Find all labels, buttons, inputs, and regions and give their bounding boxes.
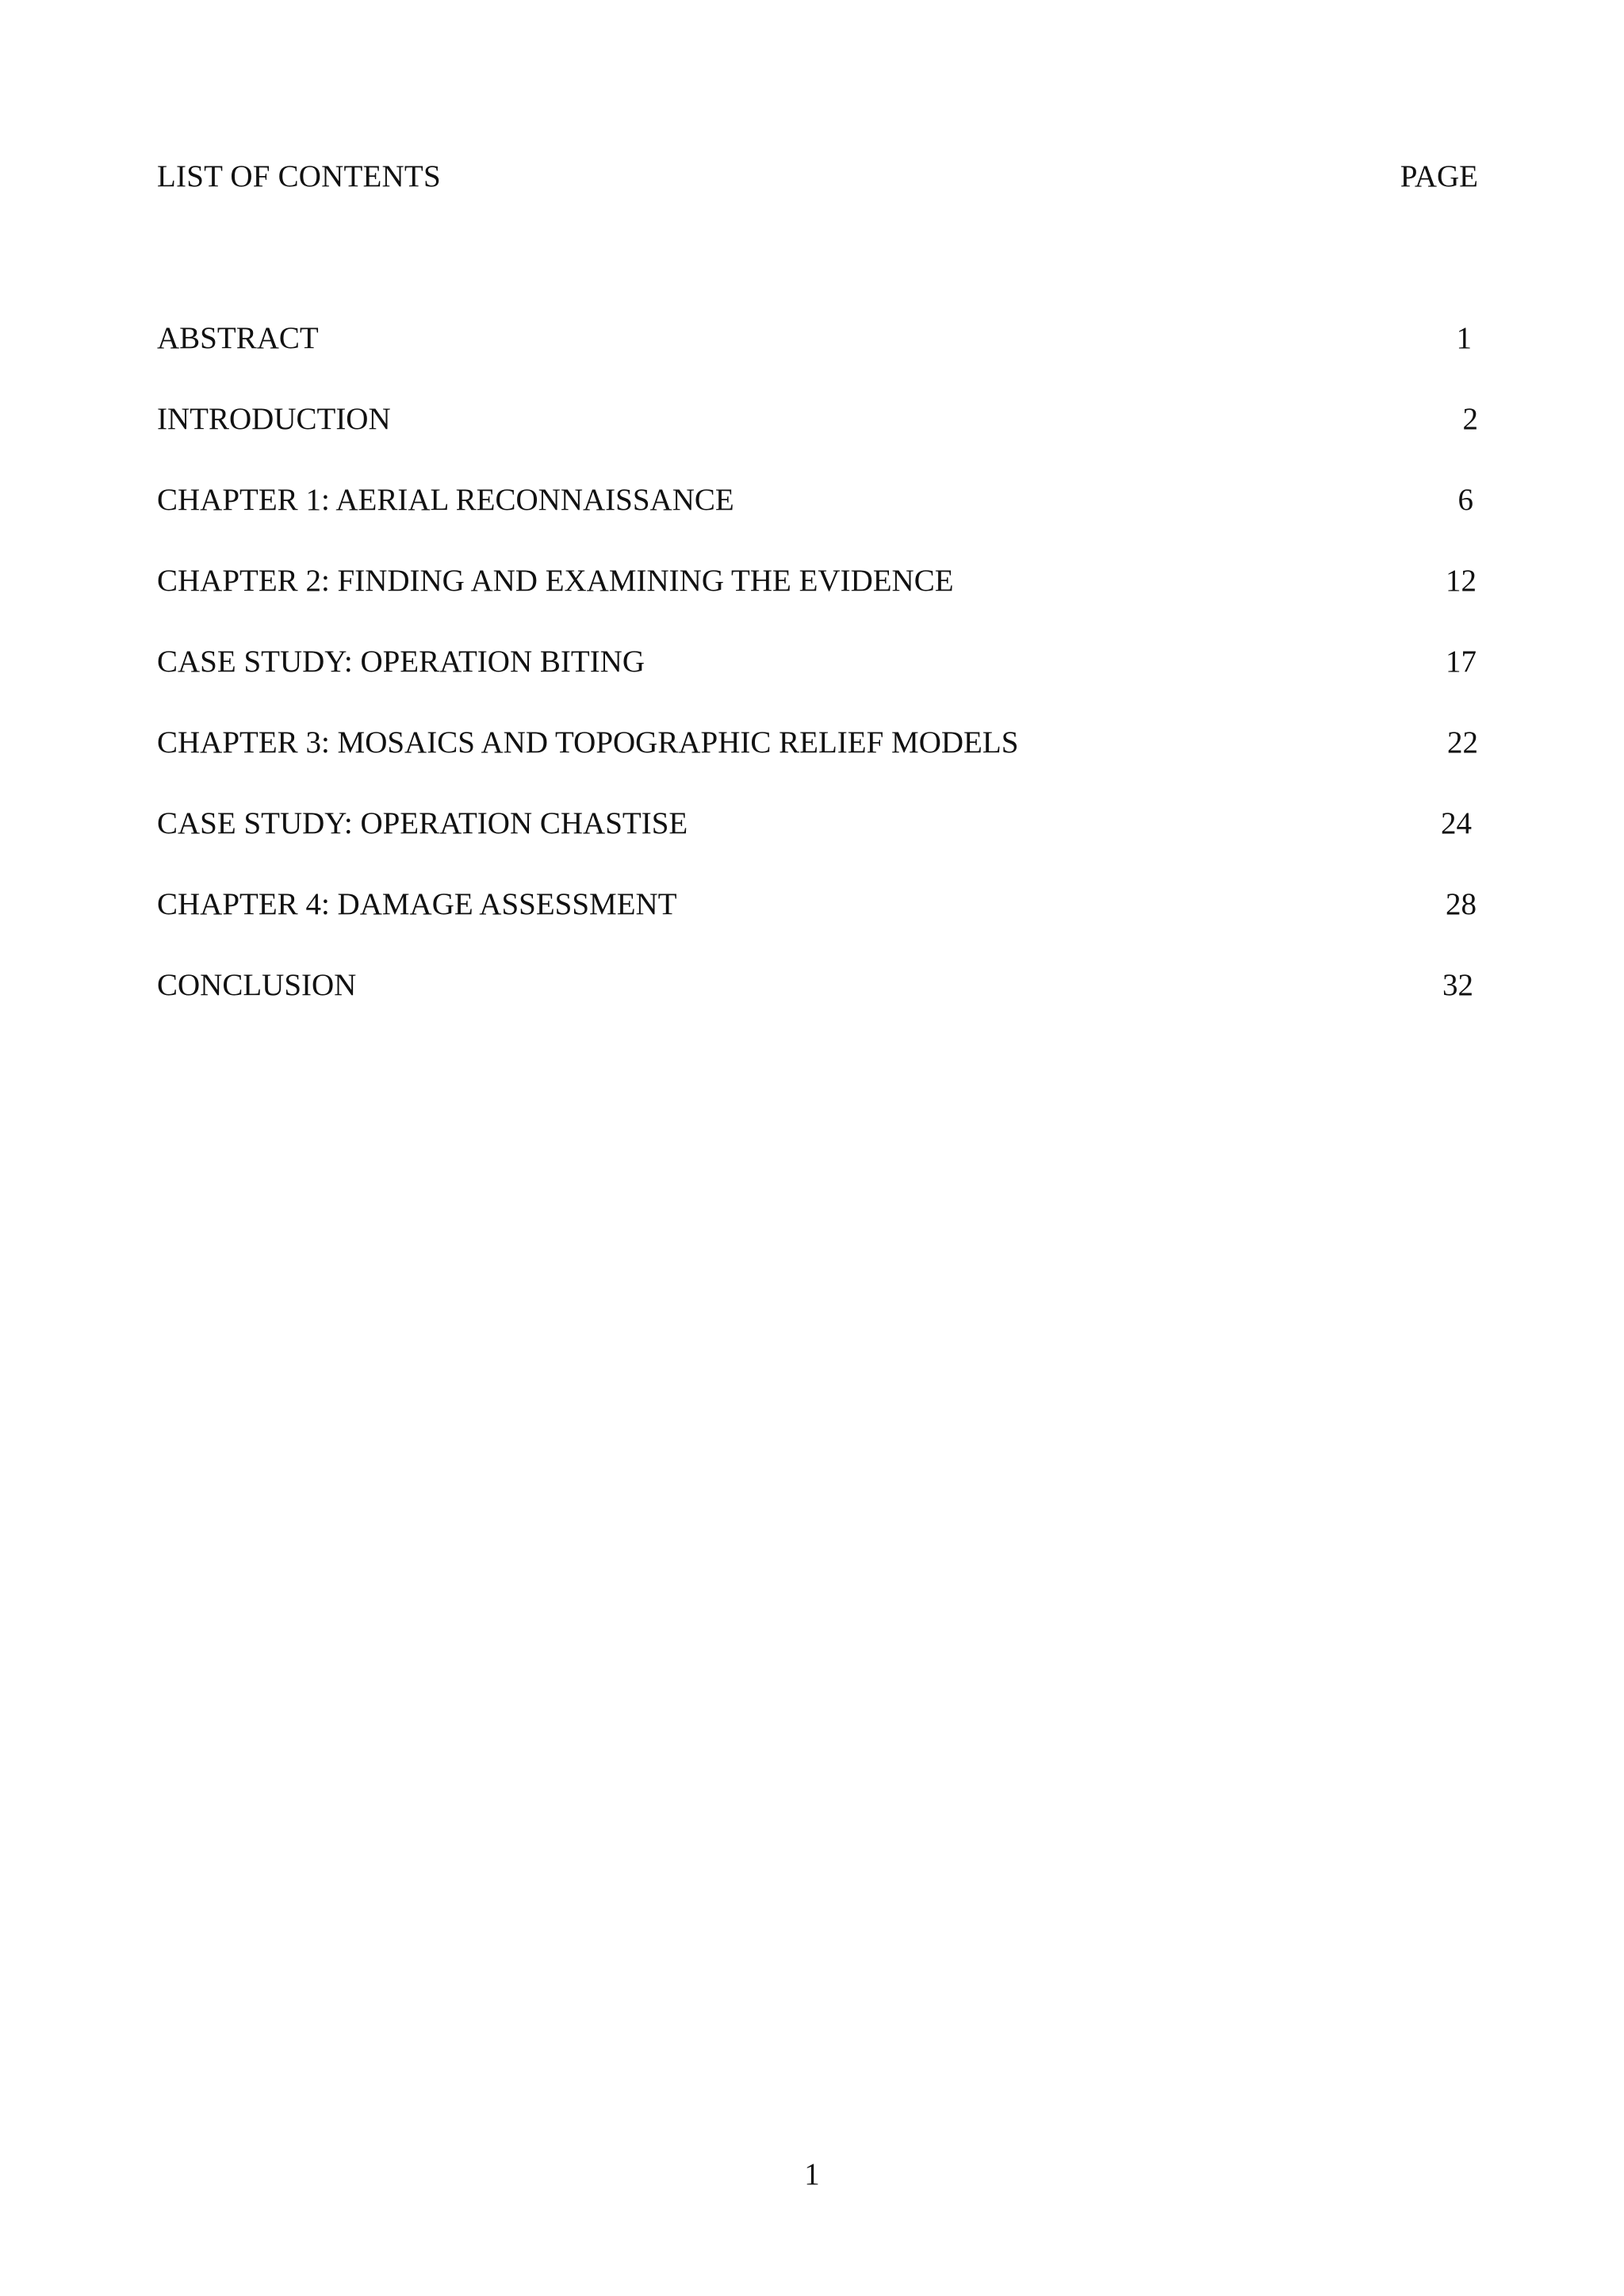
toc-entry-title: INTRODUCTION xyxy=(157,402,391,436)
toc-entry-title: CHAPTER 4: DAMAGE ASSESSMENT xyxy=(157,887,677,921)
table-of-contents xyxy=(157,319,1478,1047)
toc-entry-page: 24 xyxy=(1441,806,1472,840)
toc-entry-case-study-biting xyxy=(157,642,1478,723)
toc-entry-page: 12 xyxy=(1446,564,1477,598)
toc-entry-conclusion xyxy=(157,966,1478,1047)
toc-entry-chapter-1 xyxy=(157,480,1478,561)
toc-entry-title: CHAPTER 1: AERIAL RECONNAISSANCE xyxy=(157,483,734,517)
contents-header xyxy=(157,157,1478,197)
toc-entry-page: 2 xyxy=(1462,402,1478,436)
toc-entry-introduction xyxy=(157,400,1478,480)
page-number: 1 xyxy=(804,2157,820,2191)
toc-entry-abstract xyxy=(157,319,1478,400)
contents-title: LIST OF CONTENTS xyxy=(157,159,441,193)
toc-entry-title: CHAPTER 2: FINDING AND EXAMINING THE EVIDENCE xyxy=(157,564,954,598)
toc-entry-chapter-4 xyxy=(157,885,1478,966)
toc-entry-title: CONCLUSION xyxy=(157,968,357,1002)
toc-entry-page: 1 xyxy=(1456,321,1472,355)
toc-entry-title: ABSTRACT xyxy=(157,321,319,355)
toc-entry-case-study-chastise xyxy=(157,804,1478,885)
toc-entry-page: 22 xyxy=(1447,725,1478,760)
page-column-label: PAGE xyxy=(1400,159,1478,193)
toc-entry-page: 28 xyxy=(1446,887,1477,921)
toc-entry-page: 32 xyxy=(1442,968,1473,1002)
toc-entry-chapter-2 xyxy=(157,561,1478,642)
toc-entry-page: 6 xyxy=(1457,483,1473,517)
toc-entry-chapter-3 xyxy=(157,723,1478,804)
toc-entry-title: CASE STUDY: OPERATION CHASTISE xyxy=(157,806,688,840)
toc-entry-page: 17 xyxy=(1446,645,1477,679)
toc-entry-title: CASE STUDY: OPERATION BITING xyxy=(157,645,645,679)
toc-entry-title: CHAPTER 3: MOSAICS AND TOPOGRAPHIC RELIEF MODELS xyxy=(157,725,1019,760)
